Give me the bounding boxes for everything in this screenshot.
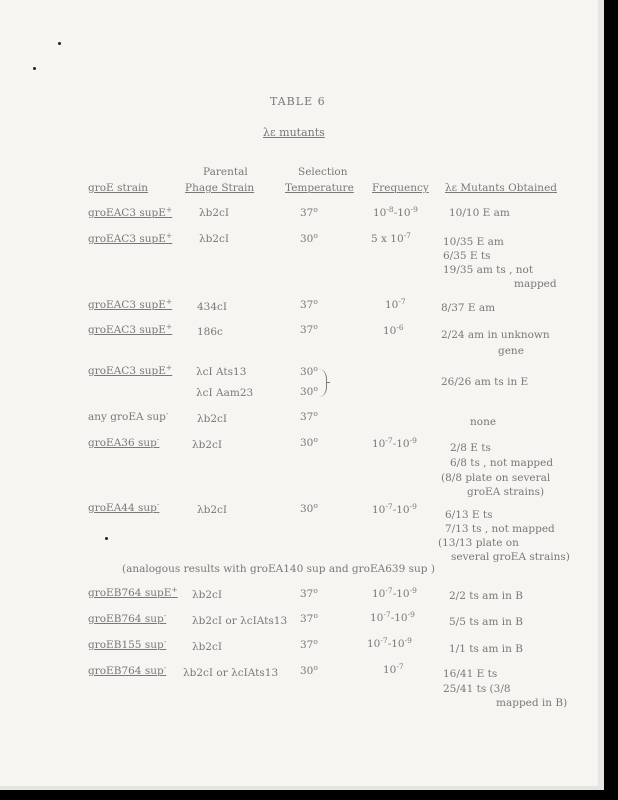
row-strain: groEB155 sup- [88, 637, 167, 651]
row-result: 6/8 ts , not mapped [450, 457, 554, 469]
row-frequency: $10^{-7}$ [385, 297, 406, 311]
row-phage: λb2cI or λcIAts13 [192, 615, 288, 627]
ink-mark [33, 67, 36, 70]
row-phage: λb2cI [199, 233, 230, 245]
row-phage: λb2cI [199, 207, 230, 219]
row-result: 26/26 am ts in E [441, 376, 529, 388]
grouping-brace [316, 369, 327, 397]
row-strain: any groEA sup- [88, 409, 169, 423]
row-temperature: 37$^o$ [300, 409, 318, 423]
ink-mark [58, 42, 61, 45]
row-temperature: 30$^o$ [300, 501, 318, 515]
analogous-note: (analogous results with groEA140 sup and groEA639 sup ) [122, 563, 435, 575]
row-temperature: 30$^o$ [300, 364, 318, 378]
ink-mark [105, 537, 108, 540]
header-strain: groE strain [88, 182, 149, 194]
row-phage: 434cI [197, 301, 228, 313]
row-result: 10/10 E am [449, 207, 510, 219]
row-frequency: $10^{-7}-10^{-9}$ [372, 436, 417, 450]
row-temperature: 37$^o$ [300, 205, 318, 219]
row-strain: groEAC3 supE+ [88, 363, 173, 377]
row-result: 8/37 E am [441, 302, 496, 314]
header-phage-strain: Phage Strain [185, 182, 255, 194]
row-strain: groEAC3 supE+ [88, 205, 173, 219]
row-result: (8/8 plate on several [441, 472, 551, 484]
row-result: 5/5 ts am in B [449, 616, 523, 628]
table-subtitle: λε mutants [263, 126, 325, 139]
row-temperature: 30$^o$ [300, 663, 318, 677]
row-temperature: 37$^o$ [300, 637, 318, 651]
row-strain: groEAC3 supE+ [88, 297, 173, 311]
row-phage: λcI Aam23 [196, 387, 254, 399]
row-frequency: $10^{-7}-10^{-9}$ [370, 610, 415, 624]
row-phage: λb2cI or λcIAts13 [183, 667, 279, 679]
row-frequency: $10^{-7}-10^{-9}$ [372, 502, 417, 516]
row-result: (13/13 plate on [438, 537, 519, 549]
grouping-brace-tip [326, 382, 330, 383]
table-title: TABLE 6 [270, 95, 326, 108]
row-phage: 186c [197, 326, 223, 338]
row-result: gene [498, 345, 524, 357]
row-phage: λb2cI [197, 413, 228, 425]
row-temperature: 37$^o$ [300, 322, 318, 336]
row-temperature: 37$^o$ [300, 611, 318, 625]
row-result: 1/1 ts am in B [449, 643, 523, 655]
row-phage: λcI Ats13 [196, 366, 247, 378]
row-frequency: $10^{-7}$ [383, 662, 404, 676]
row-strain: groEAC3 supE+ [88, 231, 173, 245]
row-strain: groEB764 sup- [88, 611, 167, 625]
header-mutants-obtained: λε Mutants Obtained [445, 182, 557, 194]
row-temperature: 37$^o$ [300, 586, 318, 600]
row-strain: groEA44 sup- [88, 500, 160, 514]
row-strain: groEAC3 supE+ [88, 322, 173, 336]
row-frequency: $10^{-6}$ [383, 323, 404, 337]
row-result: 7/13 ts , not mapped [445, 523, 555, 535]
row-phage: λb2cI [192, 589, 223, 601]
row-phage: λb2cI [192, 439, 223, 451]
row-result: 10/35 E am [443, 236, 504, 248]
row-result: 2/2 ts am in B [449, 590, 523, 602]
row-phage: λb2cI [192, 641, 223, 653]
row-phage: λb2cI [197, 504, 228, 516]
row-temperature: 30$^o$ [300, 231, 318, 245]
row-temperature: 30$^o$ [300, 435, 318, 449]
row-result: 19/35 am ts , not [443, 264, 534, 276]
row-result: mapped [514, 278, 557, 290]
row-result: several groEA strains) [451, 551, 570, 563]
row-result: 6/35 E ts [443, 250, 491, 262]
row-result: groEA strains) [467, 486, 545, 498]
row-result: none [470, 416, 497, 428]
row-frequency: $10^{-8}-10^{-9}$ [373, 205, 418, 219]
header-parental: Parental [203, 166, 248, 178]
row-result: 2/24 am in unknown [441, 329, 550, 341]
row-strain: groEB764 supE+ [88, 585, 178, 599]
row-strain: groEA36 sup- [88, 435, 160, 449]
row-result: 6/13 E ts [445, 509, 493, 521]
row-strain: groEB764 sup- [88, 663, 167, 677]
row-temperature: 37$^o$ [300, 297, 318, 311]
row-result: 25/41 ts (3/8 [443, 683, 511, 695]
row-frequency: $10^{-7}-10^{-9}$ [367, 636, 412, 650]
row-result: 16/41 E ts [443, 668, 498, 680]
row-result: mapped in B) [496, 697, 568, 709]
header-temperature: Temperature [285, 182, 354, 194]
row-frequency: 5 x $10^{-7}$ [371, 231, 411, 245]
row-result: 2/8 E ts [450, 442, 491, 454]
row-frequency: $10^{-7}-10^{-9}$ [372, 586, 417, 600]
header-frequency: Frequency [372, 182, 429, 194]
row-temperature: 30$^o$ [300, 384, 318, 398]
header-selection: Selection [298, 166, 348, 178]
